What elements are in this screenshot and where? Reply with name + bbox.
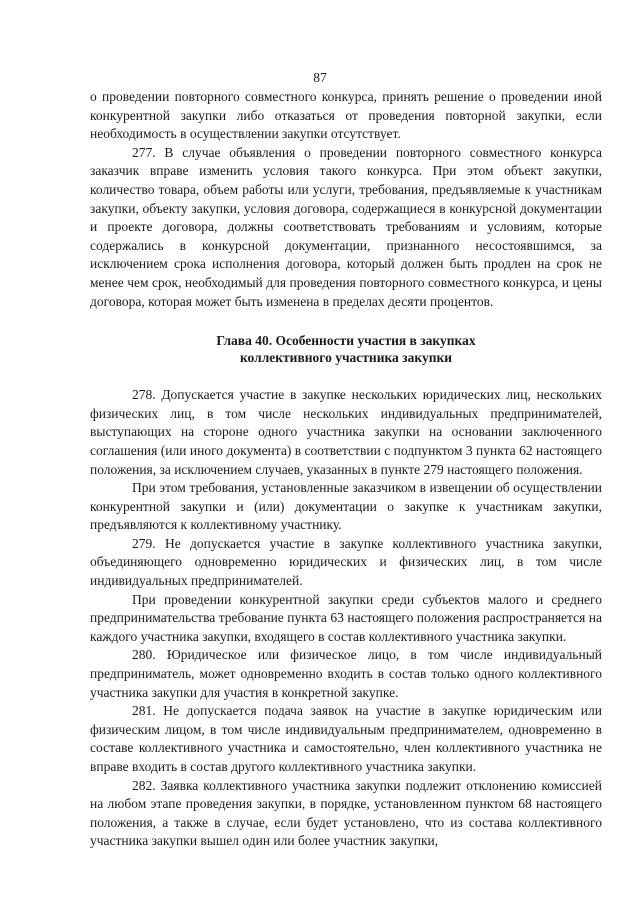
paragraph-278-requirements: При этом требования, установленные заказчиком в извещении об осуществлении конкурентной закупки и (или) документации о закупке к участникам закупки, предъявляются к коллективному участнику. <box>90 480 602 533</box>
paragraph-277: 277. В случае объявления о проведении повторного совместного конкурса заказчик вправе изменить условия такого конкурса. При этом объект закупки, количество товара, объем работы или услуги, требования, предъявляемые к участникам закупки, объекту закупки, условия договора, содержащиеся в конкурсной документации и проекте договора, должны соответствовать требованиям и условиям, которые содержались в конкурсной документации, признанного несостоявшимся, за исключением срока исполнения договора, который должен быть продлен на срок не менее чем срок, необходимый для проведения повторного совместного конкурса, и цены договора, которая может быть изменена в пределах десяти процентов. <box>90 144 602 309</box>
chapter-heading <box>90 333 602 366</box>
paragraph-280: 280. Юридическое или физическое лицо, в том числе индивидуальный предприниматель, может одновременно входить в состав только одного коллективного участника закупки для участия в конкретной закупке. <box>90 647 602 700</box>
paragraph-281: 281. Не допускается подача заявок на участие в закупке юридическим или физическим лицом, в том числе индивидуальным предпринимателем, одновременно в составе коллективного участника и самостоятельно, член коллективного участника не вправе входить в состав другого коллективного участника закупки. <box>90 703 602 774</box>
paragraph-continuation: о проведении повторного совместного конкурса, принять решение о проведении иной конкурентной закупки либо отказаться от проведения повторной закупки, если необходимость в осуществлении закупки отсутствует. <box>90 89 602 142</box>
chapter-heading-line-2: коллективного участника закупки <box>239 349 453 365</box>
page-number: 87 <box>313 70 327 85</box>
paragraph-279-sme: При проведении конкурентной закупки среди субъектов малого и среднего предпринимательства требование пункта 63 настоящего положения распространяется на каждого участника закупки, входящего в состав коллективного участника закупки. <box>90 591 602 644</box>
paragraph-279: 279. Не допускается участие в закупке коллективного участника закупки, объединяющего одновременно юридических и физических лиц, в том числе индивидуальных предпринимателей. <box>90 535 602 589</box>
document-body <box>90 88 602 851</box>
paragraph-282: 282. Заявка коллективного участника закупки подлежит отклонению комиссией на любом этапе проведения закупки, в порядке, установленном пунктом 68 настоящего положения, а также в случае, если будет установлено, что из состава коллективного участника закупки вышел один или более участник закупки, <box>90 777 602 849</box>
chapter-heading-line-1: Глава 40. Особенности участия в закупках <box>216 333 476 349</box>
paragraph-278: 278. Допускается участие в закупке нескольких юридических лиц, нескольких физических лиц, в том числе нескольких индивидуальных предпринимателей, выступающих на стороне одного участника закупки на основании заключенного соглашения (или иного документа) в соответствии с подпунктом 3 пункта 62 настоящего положения, за исключением случаев, указанных в пункте 279 настоящего положения. <box>90 387 602 477</box>
